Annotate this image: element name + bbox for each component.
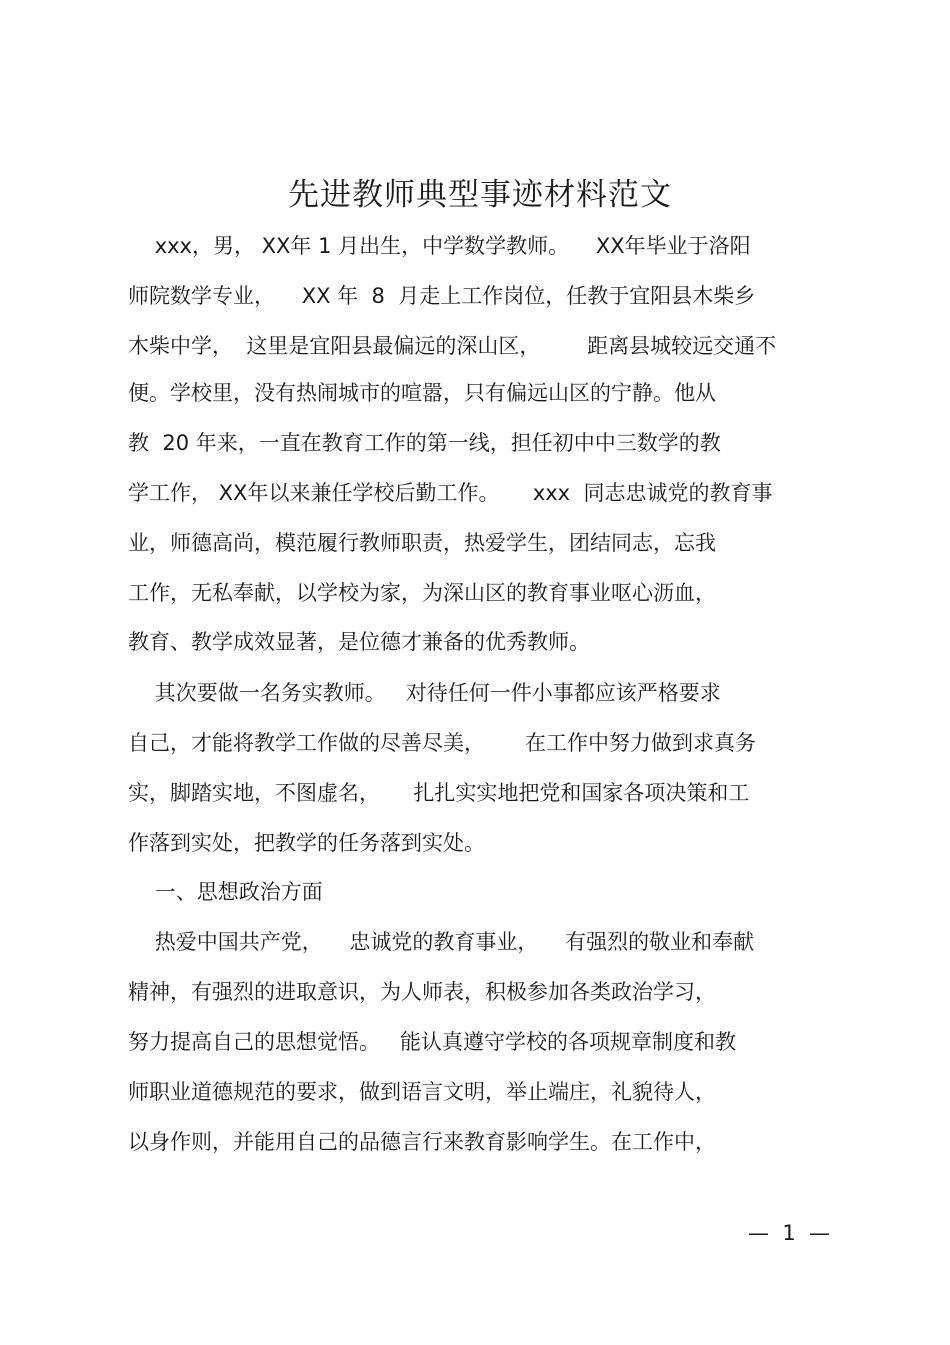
body-line: 精神，有强烈的进取意识，为人师表，积极参加各类政治学习， bbox=[128, 980, 716, 1004]
body-line: xxx，男， XX年 1 月出生，中学数学教师。 XX年毕业于洛阳 bbox=[128, 234, 751, 258]
body-line: 师职业道德规范的要求，做到语言文明，举止端庄，礼貌待人， bbox=[128, 1080, 716, 1104]
body-line: 教育、教学成效显著，是位德才兼备的优秀教师。 bbox=[128, 630, 590, 654]
body-line: 作落到实处，把教学的任务落到实处。 bbox=[128, 831, 485, 855]
body-line: 木柴中学， 这里是宜阳县最偏远的深山区， 距离县城较远交通不 bbox=[128, 334, 777, 358]
body-line: 热爱中国共产党， 忠诚党的教育事业， 有强烈的敬业和奉献 bbox=[128, 930, 755, 954]
body-line: 努力提高自己的思想觉悟。 能认真遵守学校的各项规章制度和教 bbox=[128, 1030, 737, 1054]
page-number: — 1 — bbox=[748, 1221, 831, 1245]
body-line: 实，脚踏实地，不图虚名， 扎扎实实地把党和国家各项决策和工 bbox=[128, 781, 750, 805]
body-line: 业，师德高尚，模范履行教师职责，热爱学生，团结同志，忘我 bbox=[128, 531, 716, 555]
document-title: 先进教师典型事迹材料范文 bbox=[288, 177, 672, 213]
section-heading: 一、思想政治方面 bbox=[128, 880, 323, 904]
body-line: 师院数学专业， XX 年 8 月走上工作岗位，任教于宜阳县木柴乡 bbox=[128, 284, 756, 308]
body-line: 以身作则，并能用自己的品德言行来教育影响学生。在工作中， bbox=[128, 1130, 716, 1154]
body-line: 其次要做一名务实教师。 对待任何一件小事都应该严格要求 bbox=[128, 681, 721, 705]
body-line: 学工作， XX年以来兼任学校后勤工作。 xxx 同志忠诚党的教育事 bbox=[128, 481, 773, 505]
body-line: 便。学校里，没有热闹城市的喧嚣，只有偏远山区的宁静。他从 bbox=[128, 381, 716, 405]
body-line: 工作，无私奉献，以学校为家，为深山区的教育事业呕心沥血， bbox=[128, 581, 716, 605]
body-line: 自己，才能将教学工作做的尽善尽美， 在工作中努力做到求真务 bbox=[128, 731, 757, 755]
body-line: 教 20 年来，一直在教育工作的第一线，担任初中中三数学的教 bbox=[128, 431, 721, 455]
